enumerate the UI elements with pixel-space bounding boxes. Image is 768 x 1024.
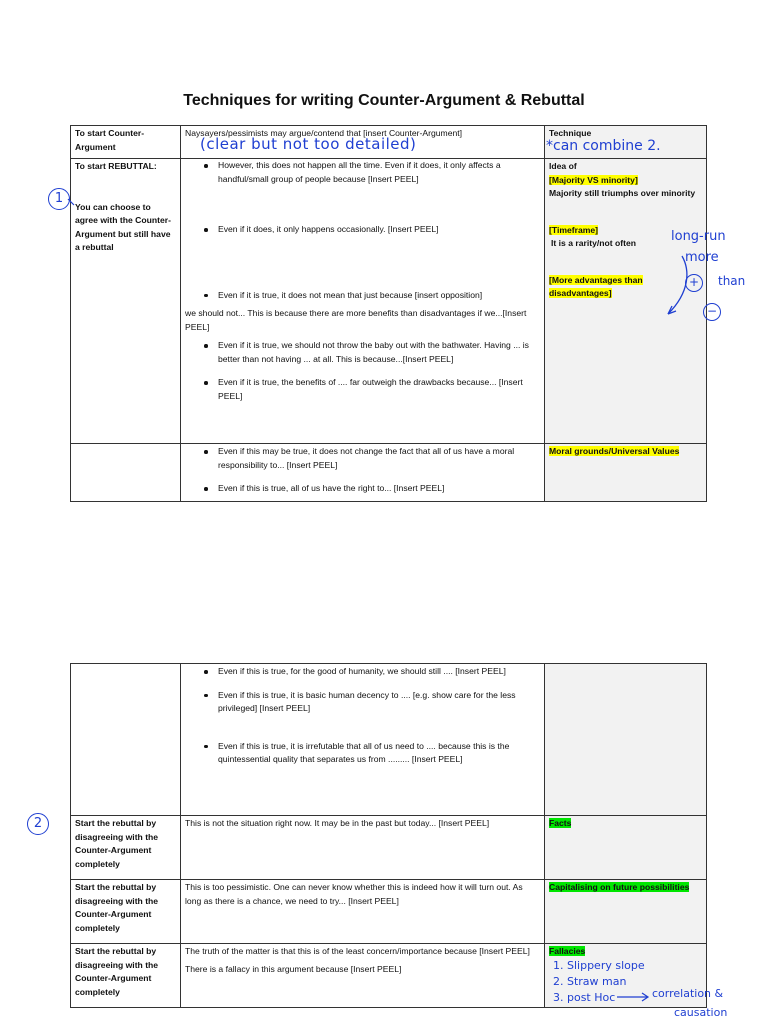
moral-bullets [185,445,540,496]
list-item: Even if this may be true, it does not change the fact that all of us have a moral responsibility to... [Insert PEEL] [218,445,540,472]
technique-timeframe-desc: It is a rarity/not often [551,238,636,248]
handwritten-fallacy-1: 1. Slippery slope [553,959,645,972]
row-technique-cell [545,880,707,944]
moral-mid-cell [181,444,545,502]
list-item: Even if it is true, the benefits of .... far outweigh the drawbacks because... [Insert PEEL] [218,376,540,403]
technique-facts: Facts [549,818,572,828]
table-row [71,880,707,944]
rebuttal-title: To start REBUTTAL: [75,161,157,171]
moral-row [71,444,707,502]
cont-bullets [185,665,540,767]
minus-circle-icon: − [703,303,721,321]
plus-circle-icon: + [685,274,703,292]
list-item: Even if this is true, it is basic human decency to .... [e.g. show care for the less privileged] [Insert PEEL] [218,689,540,716]
row-mid-text: The truth of the matter is that this is of the least concern/importance because [Insert PEEL] [185,946,530,956]
moral-technique-cell [545,444,707,502]
list-item: Even if this is true, all of us have the right to... [Insert PEEL] [218,482,540,496]
table-row [71,816,707,880]
header-left-cell: To start Counter-Argument [71,126,181,159]
handwritten-clear-note: (clear but not too detailed) [200,135,417,153]
technique-fallacies: Fallacies [549,946,586,956]
rebuttal-continuation: we should not... This is because there are more benefits than disadvantages if we...[Insert PEEL] [185,308,527,332]
row-mid-cell: This is too pessimistic. One can never know whether this is indeed how it will turn out. As long as there is a chance, we need to try... [Insert PEEL] [181,880,545,944]
list-item: Even if this is true, it is irrefutable that all of us need to .... because this is the quintessential quality that separates us from ......... [Insert PEEL] [218,740,540,767]
handwritten-long-run: long-run [671,229,726,244]
rebuttal-row [71,159,707,444]
rebuttal-technique-cell [545,159,707,444]
list-item: Even if it is true, we should not throw the baby out with the bathwater. Having ... is better than not having ... at all. This is because...[Insert PEEL] [218,339,540,366]
cont-technique-cell [545,664,707,816]
handwritten-more: more [685,250,719,265]
handwritten-fallacy-2: 2. Straw man [553,975,627,988]
header-mid-cell: Naysayers/pessimists may argue/contend that [insert Counter-Argument] [181,126,545,159]
technique-majority: [Majority VS minority] [549,174,638,185]
row-mid-text-2: There is a fallacy in this argument because [Insert PEEL] [185,963,402,974]
list-item: Even if it is true, it does not mean that just because [insert opposition] [218,289,540,303]
rebuttal-bullets-b [185,339,540,403]
circled-number-1: 1 [48,188,70,210]
circled-number-2: 2 [27,813,49,835]
technique-moral: Moral grounds/Universal Values [549,446,680,456]
header-technique-cell: Technique [545,126,707,159]
rebuttal-mid-cell [181,159,545,444]
technique-advantages: [More advantages than disadvantages] [549,274,643,298]
cont-left-cell [71,664,181,816]
list-item: Even if this is true, for the good of humanity, we should still .... [Insert PEEL] [218,665,540,679]
list-item: However, this does not happen all the time. Even if it does, it only affects a handful/small group of people because [Insert PEEL] [218,159,540,186]
handwritten-fallacy-3: 3. post Hoc [553,991,616,1004]
technique-idea-label: Idea of [549,161,577,171]
rebuttal-note: You can choose to agree with the Counter-Argument but still have a rebuttal [75,201,171,252]
row-left-cell: Start the rebuttal by disagreeing with the Counter-Argument completely [71,880,181,944]
page-title: Techniques for writing Counter-Argument & Rebuttal [183,92,585,109]
row-left-cell: Start the rebuttal by disagreeing with the Counter-Argument completely [71,944,181,1008]
technique-majority-desc: Majority still triumphs over minority [549,188,696,198]
cont-mid-cell [181,664,545,816]
row-mid-cell: This is not the situation right now. It may be in the past but today... [Insert PEEL] [181,816,545,880]
technique-timeframe: [Timeframe] [549,224,599,235]
row-left-cell: Start the rebuttal by disagreeing with the Counter-Argument completely [71,816,181,880]
handwritten-causation: causation [674,1006,728,1019]
row-mid-cell [181,944,545,1008]
handwritten-than: than [718,274,746,288]
technique-future: Capitalising on future possibilities [549,882,690,892]
moral-left-cell [71,444,181,502]
rebuttal-left-cell [71,159,181,444]
techniques-table-1 [70,125,707,502]
continuation-row [71,664,707,816]
techniques-table-2 [70,663,707,1008]
rebuttal-bullets-a [185,159,540,302]
handwritten-combine-note: *can combine 2. [546,138,661,154]
list-item: Even if it does, it only happens occasionally. [Insert PEEL] [218,223,540,237]
row-technique-cell [545,816,707,880]
handwritten-correlation: correlation & [652,987,724,1000]
